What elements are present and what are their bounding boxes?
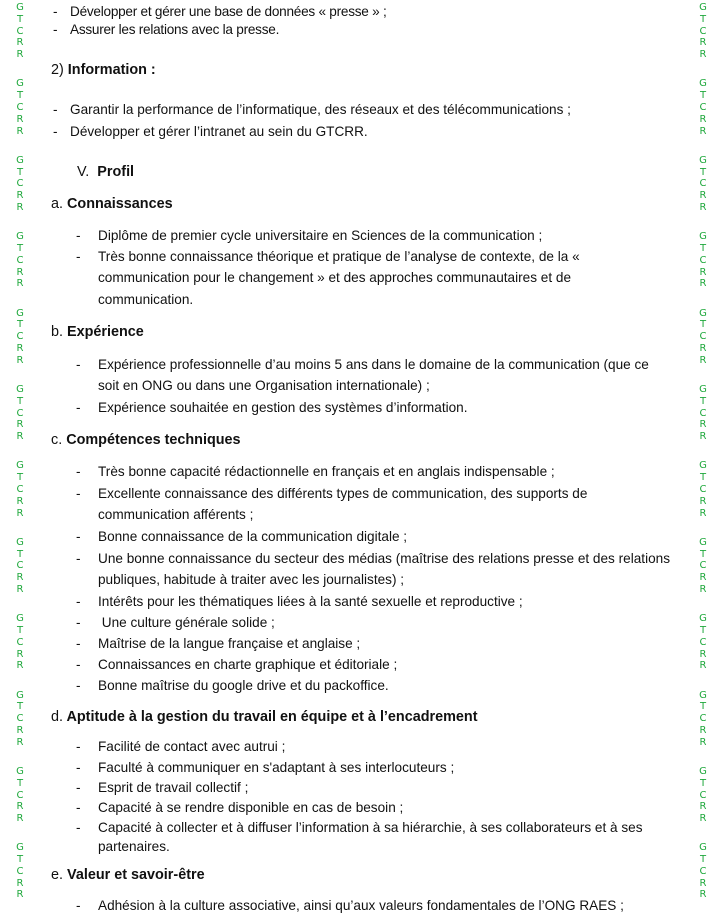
watermark-group bbox=[13, 384, 27, 460]
watermark-letter: G bbox=[699, 460, 707, 472]
watermark-letter: R bbox=[699, 495, 707, 507]
watermark-letter: G bbox=[699, 842, 707, 854]
watermark-letter: G bbox=[16, 613, 24, 625]
watermark-letter: R bbox=[16, 49, 24, 61]
list-item: Adhésion à la culture associative, ainsi qu’aux valeurs fondamentales de l’ONG RAES ; bbox=[98, 898, 624, 913]
list-dash: - bbox=[76, 739, 81, 754]
watermark-letter: R bbox=[699, 889, 707, 901]
list-item-continued: partenaires. bbox=[98, 839, 170, 854]
watermark-letter: C bbox=[699, 560, 707, 572]
watermark-letter: R bbox=[699, 125, 707, 137]
list-item: Maîtrise de la langue française et anglaise ; bbox=[98, 636, 361, 651]
watermark-letter: G bbox=[699, 307, 707, 319]
watermark-letter: R bbox=[699, 660, 707, 672]
watermark-letter: R bbox=[16, 889, 24, 901]
list-dash: - bbox=[76, 800, 81, 815]
watermark-letter: R bbox=[16, 190, 24, 202]
list-dash: - bbox=[76, 529, 81, 544]
watermark-letter: T bbox=[699, 166, 707, 178]
subsection-heading-aptitude bbox=[51, 708, 478, 726]
watermark-letter: R bbox=[16, 736, 24, 748]
list-dash: - bbox=[76, 678, 81, 693]
watermark-right bbox=[696, 2, 710, 919]
watermark-letter: C bbox=[16, 25, 24, 37]
list-dash: - bbox=[76, 898, 81, 913]
watermark-letter: T bbox=[699, 13, 707, 25]
watermark-letter: R bbox=[699, 37, 707, 49]
heading-letter: d. bbox=[51, 709, 64, 725]
watermark-letter: C bbox=[16, 865, 24, 877]
watermark-letter: R bbox=[16, 877, 24, 889]
watermark-group bbox=[696, 78, 710, 154]
heading-number: 2) bbox=[51, 62, 64, 78]
list-item: Intérêts pour les thématiques liées à la santé sexuelle et reproductive ; bbox=[98, 594, 523, 609]
watermark-letter: R bbox=[16, 354, 24, 366]
watermark-letter: T bbox=[699, 319, 707, 331]
watermark-group bbox=[13, 537, 27, 613]
list-item: Expérience souhaitée en gestion des systèmes d’information. bbox=[98, 400, 468, 415]
heading-letter: e. bbox=[51, 867, 64, 883]
list-item-continued: communication pour le changement » et des approches communautaires et de bbox=[98, 270, 572, 285]
watermark-letter: R bbox=[699, 113, 707, 125]
watermark-letter: G bbox=[16, 307, 24, 319]
list-dash: - bbox=[76, 760, 81, 775]
watermark-letter: T bbox=[16, 701, 24, 713]
watermark-letter: T bbox=[16, 472, 24, 484]
watermark-letter: R bbox=[699, 724, 707, 736]
list-dash: - bbox=[76, 464, 81, 479]
list-dash: - bbox=[76, 594, 81, 609]
list-dash: - bbox=[76, 400, 81, 415]
watermark-group bbox=[13, 2, 27, 78]
watermark-group bbox=[13, 766, 27, 842]
list-item: Diplôme de premier cycle universitaire en Sciences de la communication ; bbox=[98, 228, 543, 243]
watermark-letter: R bbox=[699, 190, 707, 202]
subsection-heading-valeur bbox=[51, 866, 205, 884]
watermark-letter: T bbox=[16, 90, 24, 102]
watermark-letter: R bbox=[16, 495, 24, 507]
watermark-letter: C bbox=[699, 789, 707, 801]
watermark-letter: T bbox=[16, 395, 24, 407]
watermark-letter: T bbox=[16, 242, 24, 254]
watermark-letter: T bbox=[16, 777, 24, 789]
watermark-letter: R bbox=[699, 342, 707, 354]
watermark-letter: R bbox=[699, 419, 707, 431]
watermark-letter: C bbox=[16, 789, 24, 801]
watermark-letter: G bbox=[16, 383, 24, 395]
list-dash: - bbox=[76, 228, 81, 243]
heading-title: Profil bbox=[97, 164, 135, 180]
watermark-letter: G bbox=[699, 765, 707, 777]
watermark-letter: G bbox=[16, 231, 24, 243]
list-item: Assurer les relations avec la presse. bbox=[70, 22, 280, 37]
list-item-continued: communication afférents ; bbox=[98, 507, 254, 522]
watermark-letter: R bbox=[699, 572, 707, 584]
watermark-letter: C bbox=[699, 407, 707, 419]
watermark-letter: G bbox=[16, 460, 24, 472]
list-dash: - bbox=[76, 551, 81, 566]
list-dash: - bbox=[76, 636, 81, 651]
watermark-letter: R bbox=[699, 648, 707, 660]
watermark-group bbox=[696, 384, 710, 460]
list-item: Excellente connaissance des différents types de communication, des supports de bbox=[98, 486, 588, 501]
watermark-letter: R bbox=[699, 266, 707, 278]
list-item-continued: communication. bbox=[98, 292, 194, 307]
watermark-letter: G bbox=[699, 2, 707, 13]
watermark-letter: R bbox=[16, 37, 24, 49]
list-item: Développer et gérer une base de données « presse » ; bbox=[70, 4, 387, 19]
watermark-letter: G bbox=[16, 78, 24, 90]
watermark-letter: G bbox=[699, 536, 707, 548]
list-item: Développer et gérer l’intranet au sein du GTCRR. bbox=[70, 124, 368, 139]
list-dash: - bbox=[76, 820, 81, 835]
watermark-letter: C bbox=[699, 713, 707, 725]
watermark-letter: R bbox=[699, 801, 707, 813]
watermark-letter: T bbox=[699, 90, 707, 102]
list-dash: - bbox=[53, 4, 58, 19]
watermark-letter: G bbox=[16, 2, 24, 13]
watermark-letter: T bbox=[699, 548, 707, 560]
watermark-letter: R bbox=[16, 278, 24, 290]
list-dash: - bbox=[53, 124, 58, 139]
watermark-group bbox=[13, 231, 27, 307]
watermark-letter: T bbox=[699, 395, 707, 407]
watermark-letter: C bbox=[16, 636, 24, 648]
watermark-letter: R bbox=[699, 583, 707, 595]
watermark-group bbox=[696, 155, 710, 231]
list-dash: - bbox=[76, 657, 81, 672]
watermark-letter: C bbox=[699, 25, 707, 37]
watermark-letter: R bbox=[16, 201, 24, 213]
watermark-letter: C bbox=[16, 483, 24, 495]
watermark-letter: C bbox=[16, 407, 24, 419]
watermark-letter: T bbox=[16, 13, 24, 25]
watermark-letter: R bbox=[699, 813, 707, 825]
watermark-letter: C bbox=[699, 865, 707, 877]
watermark-letter: T bbox=[699, 854, 707, 866]
list-item: Capacité à collecter et à diffuser l’information à sa hiérarchie, à ses collaborateurs et à ses bbox=[98, 820, 643, 835]
list-item: Bonne connaissance de la communication digitale ; bbox=[98, 529, 408, 544]
watermark-group bbox=[13, 155, 27, 231]
heading-title: Information : bbox=[67, 62, 156, 78]
heading-title: Valeur et savoir-être bbox=[67, 867, 205, 883]
watermark-letter: G bbox=[699, 383, 707, 395]
watermark-group bbox=[696, 460, 710, 536]
watermark-letter: G bbox=[699, 154, 707, 166]
watermark-letter: C bbox=[16, 101, 24, 113]
watermark-letter: R bbox=[16, 342, 24, 354]
subsection-heading-experience bbox=[51, 323, 144, 341]
watermark-letter: G bbox=[699, 231, 707, 243]
watermark-group bbox=[13, 460, 27, 536]
list-dash: - bbox=[76, 249, 81, 264]
watermark-letter: R bbox=[16, 431, 24, 443]
watermark-letter: R bbox=[699, 507, 707, 519]
watermark-letter: R bbox=[699, 49, 707, 61]
list-item: Connaissances en charte graphique et éditoriale ; bbox=[98, 657, 398, 672]
watermark-letter: R bbox=[699, 736, 707, 748]
watermark-letter: T bbox=[699, 624, 707, 636]
watermark-group bbox=[13, 78, 27, 154]
watermark-letter: R bbox=[699, 354, 707, 366]
section-heading-information bbox=[51, 61, 156, 79]
watermark-letter: G bbox=[16, 842, 24, 854]
watermark-group bbox=[696, 842, 710, 918]
list-item: Faculté à communiquer en s'adaptant à ses interlocuteurs ; bbox=[98, 760, 455, 775]
watermark-letter: G bbox=[699, 613, 707, 625]
watermark-letter: R bbox=[16, 266, 24, 278]
watermark-group bbox=[13, 842, 27, 918]
watermark-letter: T bbox=[699, 701, 707, 713]
watermark-group bbox=[696, 613, 710, 689]
heading-letter: b. bbox=[51, 324, 64, 340]
watermark-group bbox=[696, 766, 710, 842]
heading-title: Connaissances bbox=[67, 196, 173, 212]
list-item-continued: publiques, habitude à traiter avec les journalistes) ; bbox=[98, 572, 405, 587]
watermark-group bbox=[696, 2, 710, 78]
watermark-group bbox=[13, 690, 27, 766]
watermark-letter: C bbox=[699, 178, 707, 190]
watermark-letter: G bbox=[699, 78, 707, 90]
watermark-letter: C bbox=[699, 254, 707, 266]
watermark-letter: C bbox=[16, 254, 24, 266]
watermark-letter: C bbox=[699, 331, 707, 343]
watermark-letter: C bbox=[16, 331, 24, 343]
watermark-group bbox=[696, 537, 710, 613]
watermark-letter: R bbox=[16, 724, 24, 736]
heading-number: V. bbox=[77, 164, 90, 180]
watermark-letter: R bbox=[16, 660, 24, 672]
list-dash: - bbox=[76, 780, 81, 795]
list-dash: - bbox=[76, 357, 81, 372]
list-item: Facilité de contact avec autrui ; bbox=[98, 739, 286, 754]
list-dash: - bbox=[76, 615, 81, 630]
list-dash: - bbox=[53, 102, 58, 117]
watermark-letter: R bbox=[699, 201, 707, 213]
watermark-letter: R bbox=[16, 113, 24, 125]
heading-letter: a. bbox=[51, 196, 64, 212]
watermark-group bbox=[13, 613, 27, 689]
watermark-letter: C bbox=[16, 178, 24, 190]
watermark-letter: C bbox=[699, 101, 707, 113]
watermark-group bbox=[696, 231, 710, 307]
list-item: Capacité à se rendre disponible en cas de besoin ; bbox=[98, 800, 404, 815]
list-item: Garantir la performance de l’informatique, des réseaux et des télécommunications ; bbox=[70, 102, 571, 117]
list-dash: - bbox=[53, 22, 58, 37]
watermark-letter: G bbox=[16, 536, 24, 548]
list-item: Très bonne capacité rédactionnelle en français et en anglais indispensable ; bbox=[98, 464, 555, 479]
subsection-heading-connaissances bbox=[51, 195, 173, 213]
watermark-letter: R bbox=[699, 431, 707, 443]
watermark-letter: G bbox=[699, 689, 707, 701]
watermark-letter: C bbox=[699, 636, 707, 648]
subsection-heading-competences bbox=[51, 431, 241, 449]
watermark-letter: C bbox=[699, 483, 707, 495]
list-dash: - bbox=[76, 486, 81, 501]
watermark-left bbox=[13, 2, 27, 919]
watermark-group bbox=[696, 690, 710, 766]
watermark-letter: R bbox=[16, 583, 24, 595]
watermark-letter: R bbox=[16, 125, 24, 137]
watermark-letter: T bbox=[16, 166, 24, 178]
watermark-letter: R bbox=[16, 648, 24, 660]
watermark-letter: G bbox=[16, 154, 24, 166]
list-item: Très bonne connaissance théorique et pratique de l’analyse de contexte, de la « bbox=[98, 249, 580, 264]
watermark-letter: G bbox=[16, 765, 24, 777]
heading-title: Compétences techniques bbox=[66, 432, 241, 448]
watermark-letter: R bbox=[699, 278, 707, 290]
list-item: Expérience professionnelle d’au moins 5 ans dans le domaine de la communication (que ce bbox=[98, 357, 649, 372]
list-item: Une culture générale solide ; bbox=[98, 615, 275, 630]
watermark-letter: R bbox=[16, 572, 24, 584]
watermark-letter: R bbox=[699, 877, 707, 889]
watermark-letter: R bbox=[16, 419, 24, 431]
watermark-letter: R bbox=[16, 801, 24, 813]
watermark-group bbox=[13, 308, 27, 384]
watermark-letter: R bbox=[16, 813, 24, 825]
watermark-letter: T bbox=[699, 472, 707, 484]
watermark-letter: T bbox=[699, 777, 707, 789]
watermark-letter: T bbox=[16, 624, 24, 636]
watermark-letter: C bbox=[16, 713, 24, 725]
watermark-letter: G bbox=[16, 689, 24, 701]
heading-title: Expérience bbox=[67, 324, 144, 340]
watermark-letter: T bbox=[699, 242, 707, 254]
watermark-letter: T bbox=[16, 319, 24, 331]
section-heading-profil bbox=[77, 163, 134, 181]
watermark-group bbox=[696, 308, 710, 384]
watermark-letter: T bbox=[16, 548, 24, 560]
heading-letter: c. bbox=[51, 432, 63, 448]
heading-title: Aptitude à la gestion du travail en équipe et à l’encadrement bbox=[66, 709, 478, 725]
list-item: Bonne maîtrise du google drive et du packoffice. bbox=[98, 678, 389, 693]
list-item: Une bonne connaissance du secteur des médias (maîtrise des relations presse et des relations bbox=[98, 551, 671, 566]
list-item: Esprit de travail collectif ; bbox=[98, 780, 249, 795]
list-item-continued: soit en ONG ou dans une Organisation internationale) ; bbox=[98, 378, 430, 393]
watermark-letter: R bbox=[16, 507, 24, 519]
watermark-letter: T bbox=[16, 854, 24, 866]
watermark-letter: C bbox=[16, 560, 24, 572]
